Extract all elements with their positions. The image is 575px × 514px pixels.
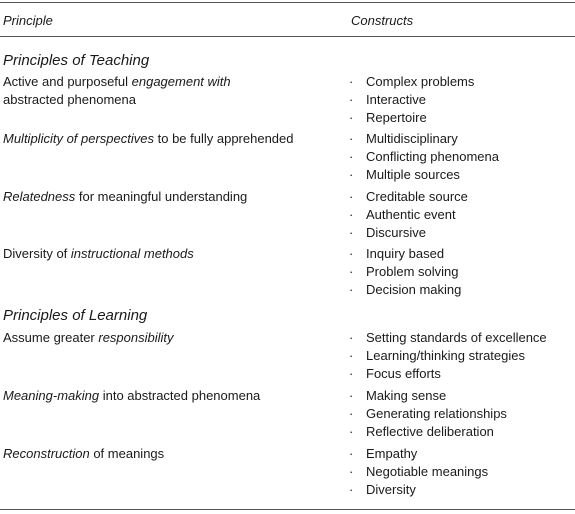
list-item [349, 423, 507, 441]
bullet-icon: · [349, 482, 354, 497]
principle-text-part-italic: engagement with [131, 74, 231, 89]
construct-text: Diversity [366, 482, 416, 497]
bullet-icon: · [349, 74, 354, 89]
construct-text: Authentic event [366, 207, 456, 222]
header-divider-rule [0, 36, 575, 37]
bullet-icon: · [349, 131, 354, 146]
constructs-list [349, 73, 474, 127]
principle-text-part: Active and purposeful [3, 74, 132, 89]
list-item [349, 347, 547, 365]
principle-text-part-italic: Multiplicity of perspectives [3, 131, 154, 146]
construct-text: Learning/thinking strategies [366, 348, 525, 363]
principle-reconstruction [3, 445, 323, 463]
list-item [349, 109, 474, 127]
list-item [349, 148, 499, 166]
bullet-icon: · [349, 388, 354, 403]
construct-text: Setting standards of excellence [366, 330, 547, 345]
list-item [349, 263, 461, 281]
principle-text-part: to be fully apprehended [154, 131, 294, 146]
list-item [349, 481, 488, 499]
principle-multiplicity [3, 130, 323, 148]
section-title-teaching: Principles of Teaching [3, 52, 150, 69]
construct-text: Multidisciplinary [366, 131, 458, 146]
principle-text-part: into abstracted phenomena [99, 388, 261, 403]
construct-text: Complex problems [366, 74, 475, 89]
list-item [349, 245, 461, 263]
list-item [349, 91, 474, 109]
bullet-icon: · [349, 406, 354, 421]
principle-text-part-italic: responsibility [98, 330, 174, 345]
principle-text-part-italic: Meaning-making [3, 388, 100, 403]
construct-text: Multiple sources [366, 167, 460, 182]
principle-diversity [3, 245, 323, 263]
principle-text-part-italic: Reconstruction [3, 446, 90, 461]
construct-text: Negotiable meanings [366, 464, 489, 479]
list-item [349, 281, 461, 299]
column-header-constructs: Constructs [351, 13, 414, 28]
principle-text-part: for meaningful understanding [75, 189, 248, 204]
principle-meaning-making [3, 387, 323, 405]
bullet-icon: · [349, 446, 354, 461]
construct-text: Focus efforts [366, 366, 441, 381]
principle-text-part: Assume greater [3, 330, 99, 345]
construct-text: Problem solving [366, 264, 459, 279]
principle-relatedness [3, 188, 323, 206]
section-title-learning: Principles of Learning [3, 307, 148, 324]
list-item [349, 73, 474, 91]
principle-responsibility [3, 329, 323, 347]
list-item [349, 166, 499, 184]
list-item [349, 387, 507, 405]
construct-text: Decision making [366, 282, 462, 297]
bullet-icon: · [349, 282, 354, 297]
principle-engagement [3, 73, 323, 109]
principle-text-part: Diversity of [3, 246, 71, 261]
bullet-icon: · [349, 246, 354, 261]
list-item [349, 445, 488, 463]
table-bottom-rule [0, 509, 575, 510]
construct-text: Interactive [366, 92, 426, 107]
bullet-icon: · [349, 149, 354, 164]
construct-text: Inquiry based [366, 246, 445, 261]
bullet-icon: · [349, 424, 354, 439]
constructs-list [349, 387, 507, 441]
bullet-icon: · [349, 464, 354, 479]
bullet-icon: · [349, 330, 354, 345]
constructs-list [349, 329, 547, 383]
list-item [349, 365, 547, 383]
principle-text-part-italic: Relatedness [3, 189, 76, 204]
bullet-icon: · [349, 189, 354, 204]
construct-text: Empathy [366, 446, 418, 461]
principle-text-part-italic: instructional methods [70, 246, 194, 261]
principle-text-part: of meanings [89, 446, 165, 461]
constructs-list [349, 188, 468, 242]
constructs-list [349, 130, 499, 184]
constructs-list [349, 445, 488, 499]
constructs-list [349, 245, 461, 299]
construct-text: Reflective deliberation [366, 424, 494, 439]
principle-text-part: abstracted phenomena [3, 92, 136, 107]
list-item [349, 130, 499, 148]
list-item [349, 405, 507, 423]
bullet-icon: · [349, 167, 354, 182]
bullet-icon: · [349, 366, 354, 381]
bullet-icon: · [349, 348, 354, 363]
construct-text: Repertoire [366, 110, 427, 125]
bullet-icon: · [349, 207, 354, 222]
construct-text: Discursive [366, 225, 426, 240]
bullet-icon: · [349, 225, 354, 240]
list-item [349, 329, 547, 347]
list-item [349, 224, 468, 242]
construct-text: Making sense [366, 388, 447, 403]
list-item [349, 188, 468, 206]
construct-text: Generating relationships [366, 406, 507, 421]
construct-text: Conflicting phenomena [366, 149, 499, 164]
table-top-rule [0, 2, 575, 3]
column-header-principle: Principle [3, 13, 53, 28]
bullet-icon: · [349, 92, 354, 107]
bullet-icon: · [349, 110, 354, 125]
construct-text: Creditable source [366, 189, 468, 204]
list-item [349, 463, 488, 481]
bullet-icon: · [349, 264, 354, 279]
list-item [349, 206, 468, 224]
